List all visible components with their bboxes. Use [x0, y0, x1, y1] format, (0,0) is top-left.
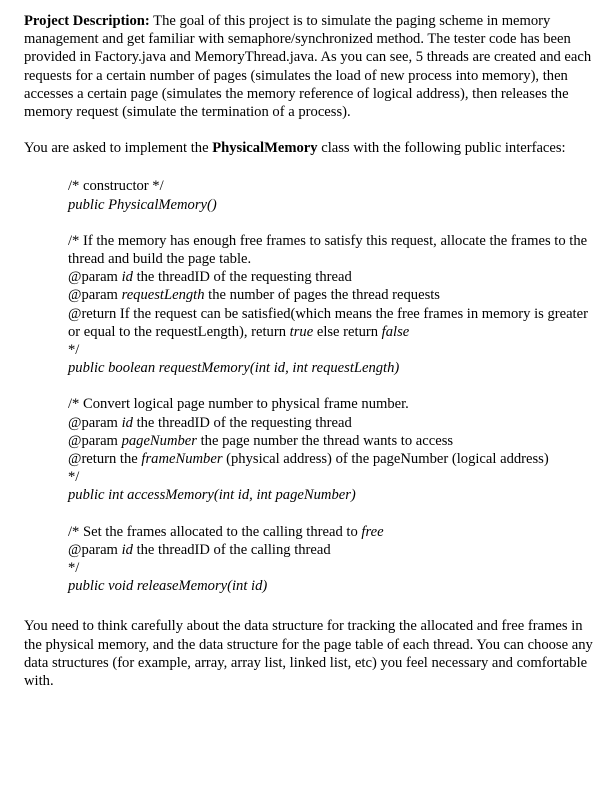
- return-true: true: [289, 323, 314, 340]
- class-name: PhysicalMemory: [212, 140, 318, 157]
- param-name: requestLength: [121, 287, 205, 304]
- param-desc: the threadID of the requesting thread: [132, 414, 352, 431]
- task-text-before: You are asked to implement the: [24, 140, 213, 157]
- access-return: [68, 450, 598, 468]
- return-false: false: [381, 323, 410, 340]
- task-text-after: class with the following public interfaces:: [317, 140, 566, 157]
- release-comment-text: /* Set the frames allocated to the calling thread to: [68, 523, 362, 540]
- request-memory-signature: public boolean requestMemory(int id, int requestLength): [68, 360, 400, 377]
- param-desc: the number of pages the thread requests: [204, 287, 440, 304]
- request-return: [68, 305, 598, 341]
- release-comment-open: [68, 523, 598, 541]
- param-desc: the threadID of the calling thread: [132, 541, 331, 558]
- return-text: @return If the request can be satisfied(which means the free frames in memory is greater or equal to the requestLength), return: [68, 305, 588, 340]
- request-comment-open: /* If the memory has enough free frames to satisfy this request, allocate the frames to the thread and build the page table.: [68, 232, 588, 268]
- task-paragraph: [24, 139, 598, 157]
- request-param-id: [68, 268, 598, 286]
- param-desc: the threadID of the requesting thread: [132, 269, 352, 286]
- project-description-text: The goal of this project is to simulate the paging scheme in memory management and get familiar with semaphore/synchronized method. The tester code has been provided in Factory.java and MemoryThread.java. As you can see, 5 threads are created and each requests for a certain number of pages (simulates the load of new process into memory), then accesses a certain page (simulates the memory reference of logical address), then releases the memory request (simulate the termination of a process).: [24, 13, 592, 121]
- param-tag: @param: [68, 414, 122, 431]
- release-param-id: [68, 541, 598, 559]
- constructor-block: [68, 177, 598, 213]
- return-text-mid: else return: [313, 323, 382, 340]
- access-param-page-number: [68, 432, 598, 450]
- project-description-heading: Project Description:: [24, 13, 150, 29]
- param-name: pageNumber: [121, 432, 197, 449]
- access-comment-close: */: [68, 469, 80, 486]
- access-comment-open: /* Convert logical page number to physical frame number.: [68, 396, 409, 413]
- release-memory-block: [68, 523, 598, 596]
- document-page: [24, 12, 598, 690]
- param-name: id: [121, 269, 133, 286]
- param-tag: @param: [68, 287, 122, 304]
- interface-list: [68, 177, 598, 595]
- param-name: id: [121, 541, 133, 558]
- return-desc: (physical address) of the pageNumber (logical address): [222, 451, 549, 468]
- return-text: @return the: [68, 451, 142, 468]
- request-param-length: [68, 286, 598, 304]
- constructor-signature: public PhysicalMemory(): [68, 196, 217, 213]
- request-comment-close: */: [68, 342, 80, 359]
- closing-paragraph: You need to think carefully about the data structure for tracking the allocated and free frames in the physical memory, and the data structure for the page table of each thread. You can choose any data structures (for example, array, array list, linked list, etc) you feel necessary and comfortable with.: [24, 618, 593, 690]
- release-comment-close: */: [68, 560, 80, 577]
- access-memory-block: [68, 395, 598, 504]
- param-name: id: [121, 414, 133, 431]
- access-memory-signature: public int accessMemory(int id, int pageNumber): [68, 487, 356, 504]
- access-param-id: [68, 414, 598, 432]
- constructor-comment: /* constructor */: [68, 178, 164, 195]
- project-description-paragraph: [24, 12, 598, 121]
- param-tag: @param: [68, 541, 122, 558]
- release-comment-free: free: [361, 523, 384, 540]
- param-tag: @param: [68, 269, 122, 286]
- return-name: frameNumber: [141, 451, 223, 468]
- param-desc: the page number the thread wants to access: [196, 432, 454, 449]
- release-memory-signature: public void releaseMemory(int id): [68, 578, 268, 595]
- param-tag: @param: [68, 432, 122, 449]
- request-memory-block: [68, 232, 598, 378]
